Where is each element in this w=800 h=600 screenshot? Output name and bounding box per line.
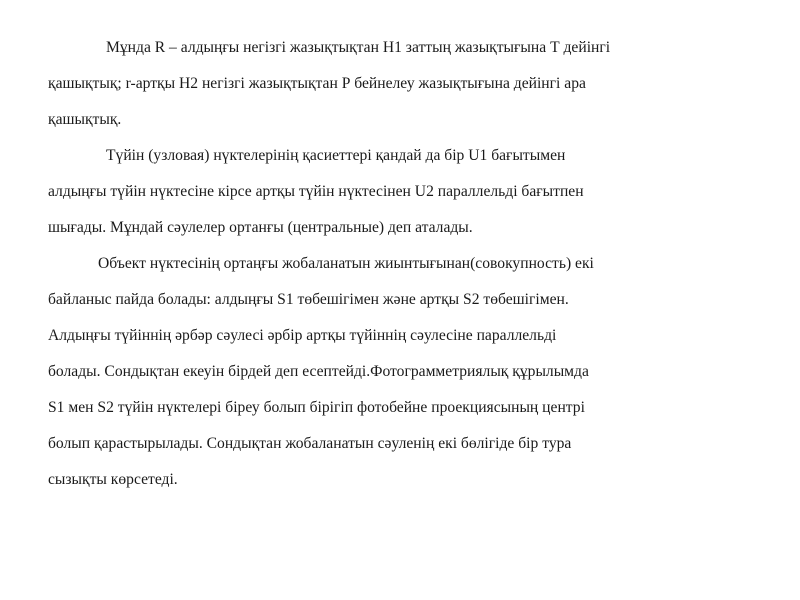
body-text <box>48 30 768 498</box>
paragraph-3-line-4: болады. Сондықтан екеуін бірдей деп есептейді.Фотограмметриялық құрылымда <box>48 363 589 380</box>
paragraph-3-line-3: Алдыңғы түйіннің әрбәр сәулесі әрбір артқы түйіннің сәулесіне параллельді <box>48 327 557 344</box>
paragraph-3-line-2: байланыс пайда болады: алдыңғы S1 төбешігімен және артқы S2 төбешігімен. <box>48 291 569 308</box>
paragraph-1-line-2: қашықтық; r-артқы Н2 негізгі жазықтықтан Р бейнелеу жазықтығына дейінгі ара <box>48 75 586 92</box>
paragraph-2-line-3: шығады. Мұндай сәулелер ортанғы (центральные) деп аталады. <box>48 219 473 236</box>
paragraph-3-line-6: болып қарастырылады. Сондықтан жобаланатын сәуленің екі бөлігіде бір тура <box>48 435 572 452</box>
paragraph-3-line-7: сызықты көрсетеді. <box>48 471 178 488</box>
paragraph-1-line-3: қашықтық. <box>48 111 122 128</box>
paragraph-3-line-5: S1 мен S2 түйін нүктелері біреу болып бірігіп фотобейне проекциясының центрі <box>48 399 585 416</box>
paragraph-3-line-1: Объект нүктесінің ортаңғы жобаланатын жиынтығынан(совокупность) екі <box>98 255 594 272</box>
paragraph-2-line-1: Түйін (узловая) нүктелерінің қасиеттері қандай да бір U1 бағытымен <box>106 147 566 164</box>
paragraph-2-line-2: алдыңғы түйін нүктесіне кірсе артқы түйін нүктесінен U2 параллельді бағытпен <box>48 183 584 200</box>
paragraph-1-line-1: Мұнда R – алдыңғы негізгі жазықтықтан Н1 заттың жазықтығына Т дейінгі <box>106 39 611 56</box>
